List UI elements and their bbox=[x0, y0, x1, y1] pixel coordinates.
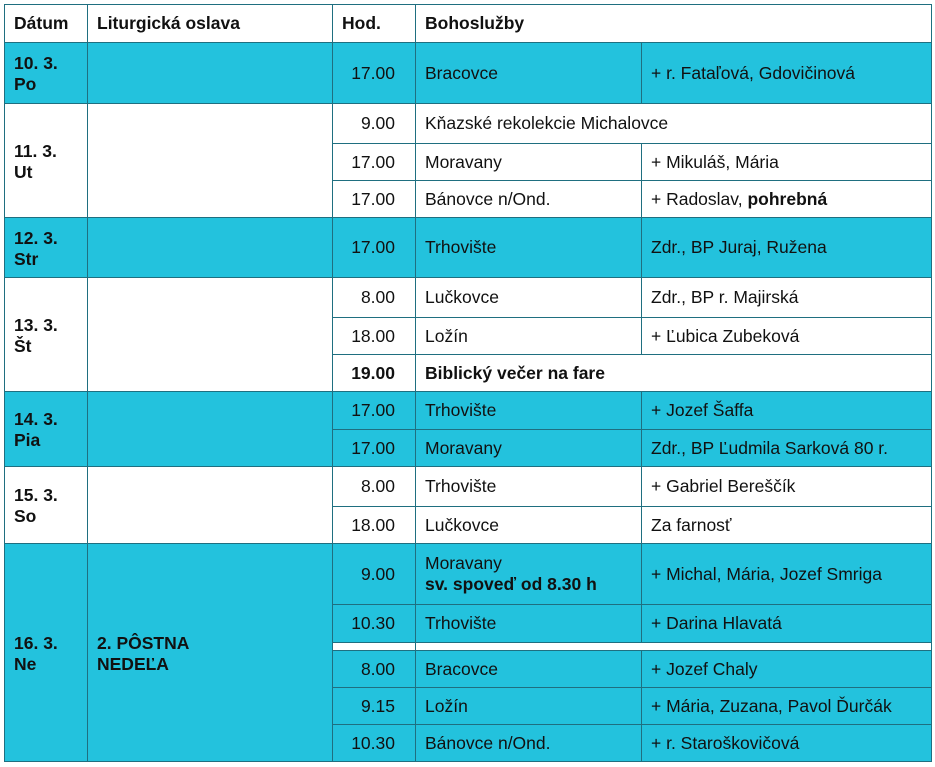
place-cell: Ložín bbox=[425, 695, 468, 716]
date-cell bbox=[5, 467, 87, 543]
confession-note: sv. spoveď od 8.30 h bbox=[425, 574, 597, 594]
place-cell: Bracovce bbox=[425, 658, 498, 679]
time-cell: 8.00 bbox=[360, 658, 395, 679]
date: 14. 3. bbox=[14, 409, 58, 429]
intention-cell: Za farnosť bbox=[651, 514, 732, 535]
place: Moravany bbox=[425, 553, 502, 573]
intention-cell: + Darina Hlavatá bbox=[651, 613, 782, 633]
time-cell: 18.00 bbox=[351, 325, 395, 346]
place-cell: Bánovce n/Ond. bbox=[425, 732, 551, 753]
time-cell: 9.00 bbox=[360, 113, 395, 133]
header-datum: Dátum bbox=[14, 13, 69, 33]
time-cell: 17.00 bbox=[351, 400, 395, 420]
date-cell bbox=[5, 278, 87, 391]
date: 12. 3. bbox=[14, 227, 58, 248]
date-cell bbox=[5, 43, 87, 103]
intention-cell: + r. Staroškovičová bbox=[651, 732, 800, 753]
place-cell: Trhovište bbox=[425, 400, 497, 420]
feast-line-1: 2. PÔSTNA bbox=[97, 632, 190, 653]
weekday: Po bbox=[14, 74, 37, 94]
place-cell: Lučkovce bbox=[425, 514, 499, 535]
intention-cell: + Mária, Zuzana, Pavol Ďurčák bbox=[651, 695, 892, 716]
intention-cell: + r. Fataľová, Gdovičinová bbox=[651, 62, 856, 83]
weekday: Ne bbox=[14, 653, 37, 674]
weekday: Str bbox=[14, 248, 39, 269]
intention-cell: Zdr., BP Juraj, Ružena bbox=[651, 237, 827, 257]
intention-cell: + Mikuláš, Mária bbox=[651, 151, 779, 172]
liturgical-feast-cell bbox=[88, 544, 332, 761]
intention-cell: Zdr., BP Ľudmila Sarková 80 r. bbox=[651, 437, 889, 458]
intention-cell bbox=[642, 181, 931, 217]
header-bohosluzby: Bohoslužby bbox=[425, 13, 525, 33]
time-cell: 17.00 bbox=[351, 188, 395, 209]
time-cell: 9.15 bbox=[360, 695, 395, 716]
date-cell bbox=[5, 218, 87, 277]
time-cell: 8.00 bbox=[360, 287, 395, 307]
time-cell: 10.30 bbox=[351, 613, 395, 633]
intention-bold: pohrebná bbox=[747, 188, 828, 209]
place-cell: Moravany bbox=[425, 151, 502, 172]
weekday: So bbox=[14, 506, 37, 526]
place-cell: Bánovce n/Ond. bbox=[425, 188, 551, 209]
header-liturgicka-oslava: Liturgická oslava bbox=[97, 13, 240, 33]
weekday: Št bbox=[14, 335, 32, 356]
intention-cell: + Ľubica Zubeková bbox=[651, 325, 800, 346]
intention-cell: + Michal, Mária, Jozef Smriga bbox=[651, 563, 882, 584]
place-cell: Lučkovce bbox=[425, 287, 499, 307]
feast-line-2: NEDEĽA bbox=[97, 653, 169, 674]
time-cell: 17.00 bbox=[351, 237, 395, 257]
time-cell: 9.00 bbox=[360, 563, 395, 584]
header-hod: Hod. bbox=[342, 13, 381, 33]
time-cell: 19.00 bbox=[351, 362, 395, 383]
time-cell: 17.00 bbox=[351, 437, 395, 458]
place-cell: Moravany bbox=[425, 437, 502, 458]
intention-cell: Zdr., BP r. Majirská bbox=[651, 287, 799, 307]
place-cell: Kňazské rekolekcie Michalovce bbox=[425, 113, 669, 133]
place-cell: Bracovce bbox=[425, 62, 498, 83]
weekday: Pia bbox=[14, 430, 41, 450]
intention-text: + Radoslav, bbox=[651, 188, 748, 209]
intention-cell: + Gabriel Bereščík bbox=[651, 476, 796, 496]
time-cell: 17.00 bbox=[351, 62, 395, 83]
place-cell: Biblický večer na fare bbox=[425, 362, 605, 383]
time-cell: 8.00 bbox=[360, 476, 395, 496]
weekday: Ut bbox=[14, 161, 33, 182]
time-cell: 18.00 bbox=[351, 514, 395, 535]
date: 10. 3. bbox=[14, 53, 58, 73]
place-cell: Trhovište bbox=[425, 613, 497, 633]
date: 13. 3. bbox=[14, 314, 58, 335]
intention-cell: + Jozef Šaffa bbox=[651, 400, 754, 420]
date: 15. 3. bbox=[14, 485, 58, 505]
date: 11. 3. bbox=[14, 140, 57, 161]
place-cell: Ložín bbox=[425, 325, 468, 346]
date-cell bbox=[5, 104, 87, 217]
sunday-gap bbox=[333, 642, 932, 650]
intention-cell: + Jozef Chaly bbox=[651, 658, 758, 679]
time-cell: 17.00 bbox=[351, 151, 395, 172]
place-cell: Trhovište bbox=[425, 237, 497, 257]
date-cell bbox=[5, 544, 87, 761]
date: 16. 3. bbox=[14, 632, 58, 653]
date-cell bbox=[5, 392, 87, 466]
place-cell: Trhovište bbox=[425, 476, 497, 496]
place-cell bbox=[416, 544, 641, 604]
time-cell: 10.30 bbox=[351, 732, 395, 753]
